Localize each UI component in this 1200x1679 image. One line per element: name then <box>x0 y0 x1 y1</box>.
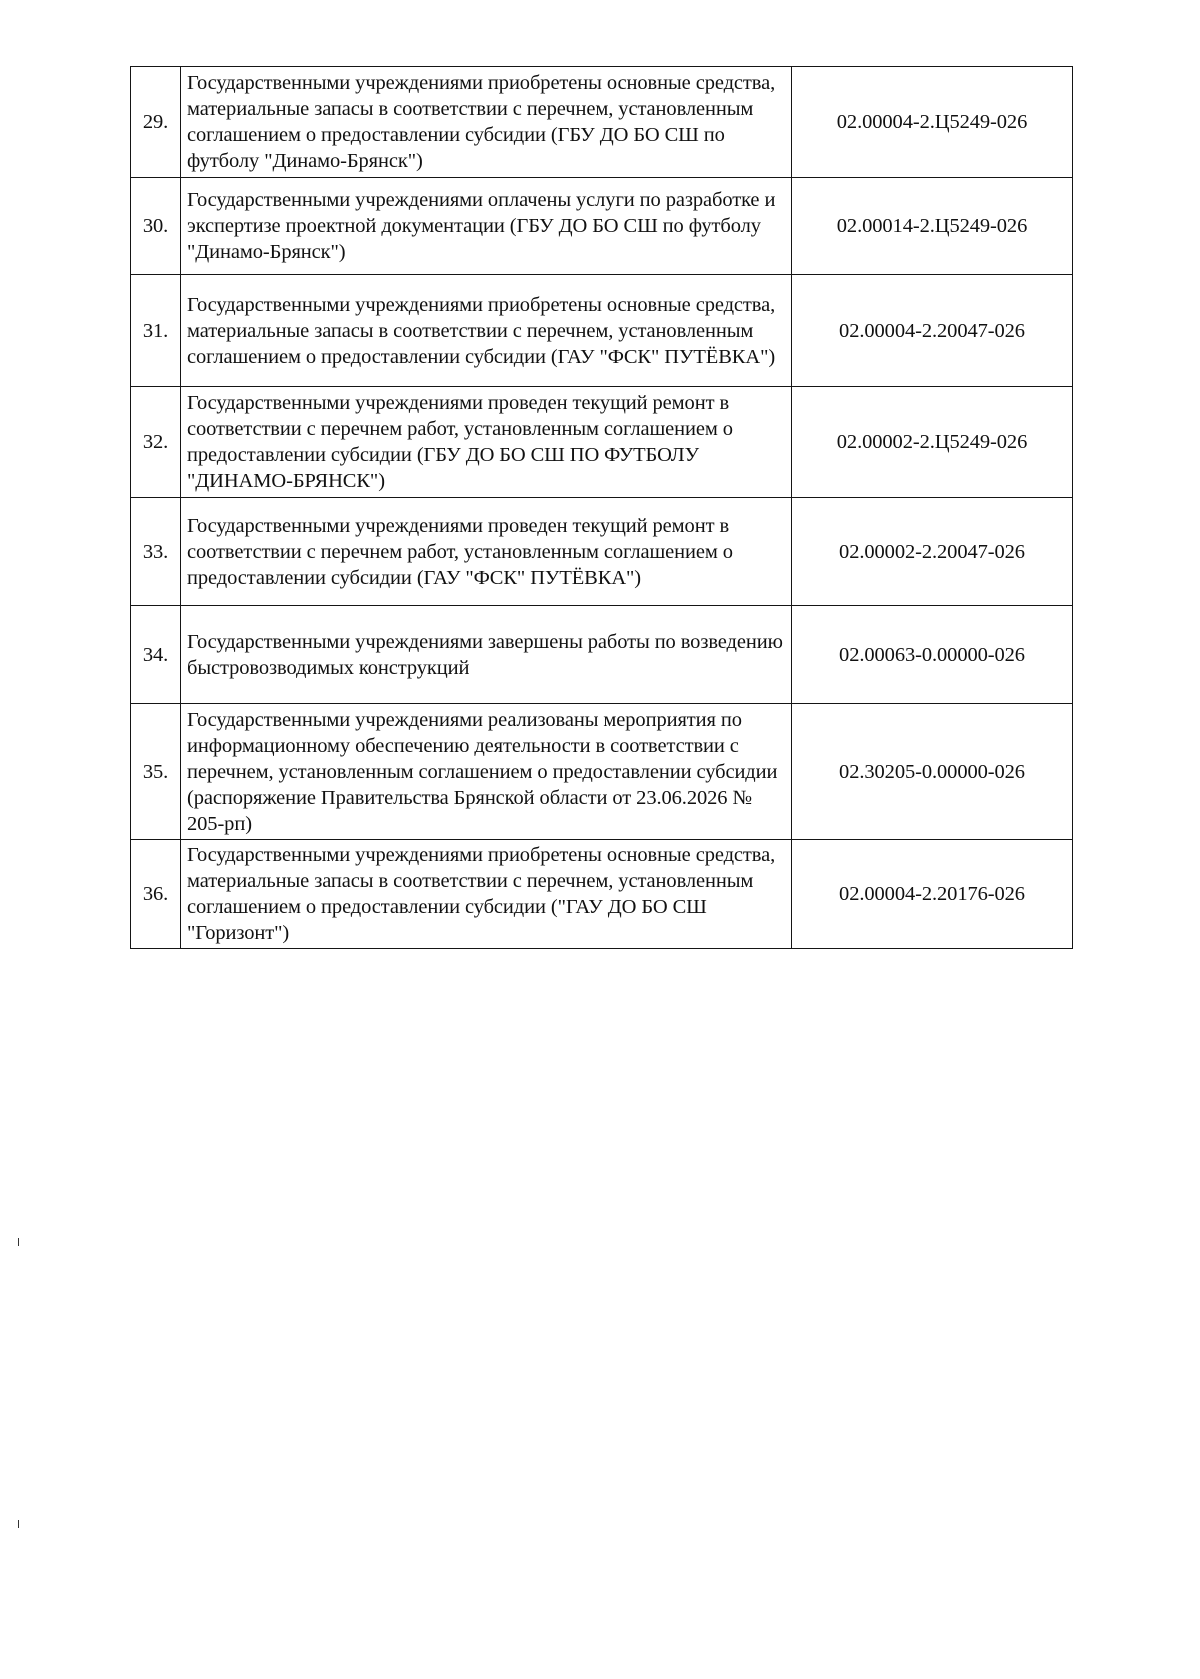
row-code: 02.00002-2.Ц5249-026 <box>792 387 1073 498</box>
row-code: 02.00014-2.Ц5249-026 <box>792 178 1073 275</box>
table-row <box>131 704 1073 840</box>
table-row <box>131 840 1073 949</box>
row-code: 02.00063-0.00000-026 <box>792 606 1073 704</box>
row-description: Государственными учреждениями реализованы мероприятия по информационному обеспечению деятельности в соответствии с перечнем, установленным соглашением о предоставлении субсидии (распоряжение Правительства Брянской области от 23.06.2026 № 205-рп) <box>181 704 792 840</box>
table-row <box>131 387 1073 498</box>
row-code: 02.00002-2.20047-026 <box>792 498 1073 606</box>
row-description: Государственными учреждениями завершены работы по возведению быстровозводимых конструкций <box>181 606 792 704</box>
row-number: 35. <box>131 704 181 840</box>
row-description: Государственными учреждениями оплачены услуги по разработке и экспертизе проектной документации (ГБУ ДО БО СШ по футболу "Динамо-Брянск") <box>181 178 792 275</box>
row-code: 02.00004-2.20047-026 <box>792 275 1073 387</box>
margin-mark <box>18 1520 19 1528</box>
row-number: 29. <box>131 67 181 178</box>
table-row <box>131 498 1073 606</box>
row-code: 02.30205-0.00000-026 <box>792 704 1073 840</box>
row-description: Государственными учреждениями приобретены основные средства, материальные запасы в соответствии с перечнем, установленным соглашением о предоставлении субсидии (ГАУ "ФСК" ПУТЁВКА") <box>181 275 792 387</box>
row-number: 30. <box>131 178 181 275</box>
row-number: 32. <box>131 387 181 498</box>
table-row <box>131 178 1073 275</box>
row-description: Государственными учреждениями приобретены основные средства, материальные запасы в соответствии с перечнем, установленным соглашением о предоставлении субсидии ("ГАУ ДО БО СШ "Горизонт") <box>181 840 792 949</box>
row-code: 02.00004-2.20176-026 <box>792 840 1073 949</box>
row-description: Государственными учреждениями проведен текущий ремонт в соответствии с перечнем работ, установленным соглашением о предоставлении субсидии (ГБУ ДО БО СШ ПО ФУТБОЛУ "ДИНАМО-БРЯНСК") <box>181 387 792 498</box>
row-number: 34. <box>131 606 181 704</box>
table-row <box>131 606 1073 704</box>
row-description: Государственными учреждениями проведен текущий ремонт в соответствии с перечнем работ, установленным соглашением о предоставлении субсидии (ГАУ "ФСК" ПУТЁВКА") <box>181 498 792 606</box>
row-number: 33. <box>131 498 181 606</box>
row-number: 31. <box>131 275 181 387</box>
table-row <box>131 275 1073 387</box>
indicators-table <box>130 66 1073 949</box>
table-row <box>131 67 1073 178</box>
row-number: 36. <box>131 840 181 949</box>
margin-mark <box>18 1238 19 1246</box>
row-code: 02.00004-2.Ц5249-026 <box>792 67 1073 178</box>
row-description: Государственными учреждениями приобретены основные средства, материальные запасы в соответствии с перечнем, установленным соглашением о предоставлении субсидии (ГБУ ДО БО СШ по футболу "Динамо-Брянск") <box>181 67 792 178</box>
